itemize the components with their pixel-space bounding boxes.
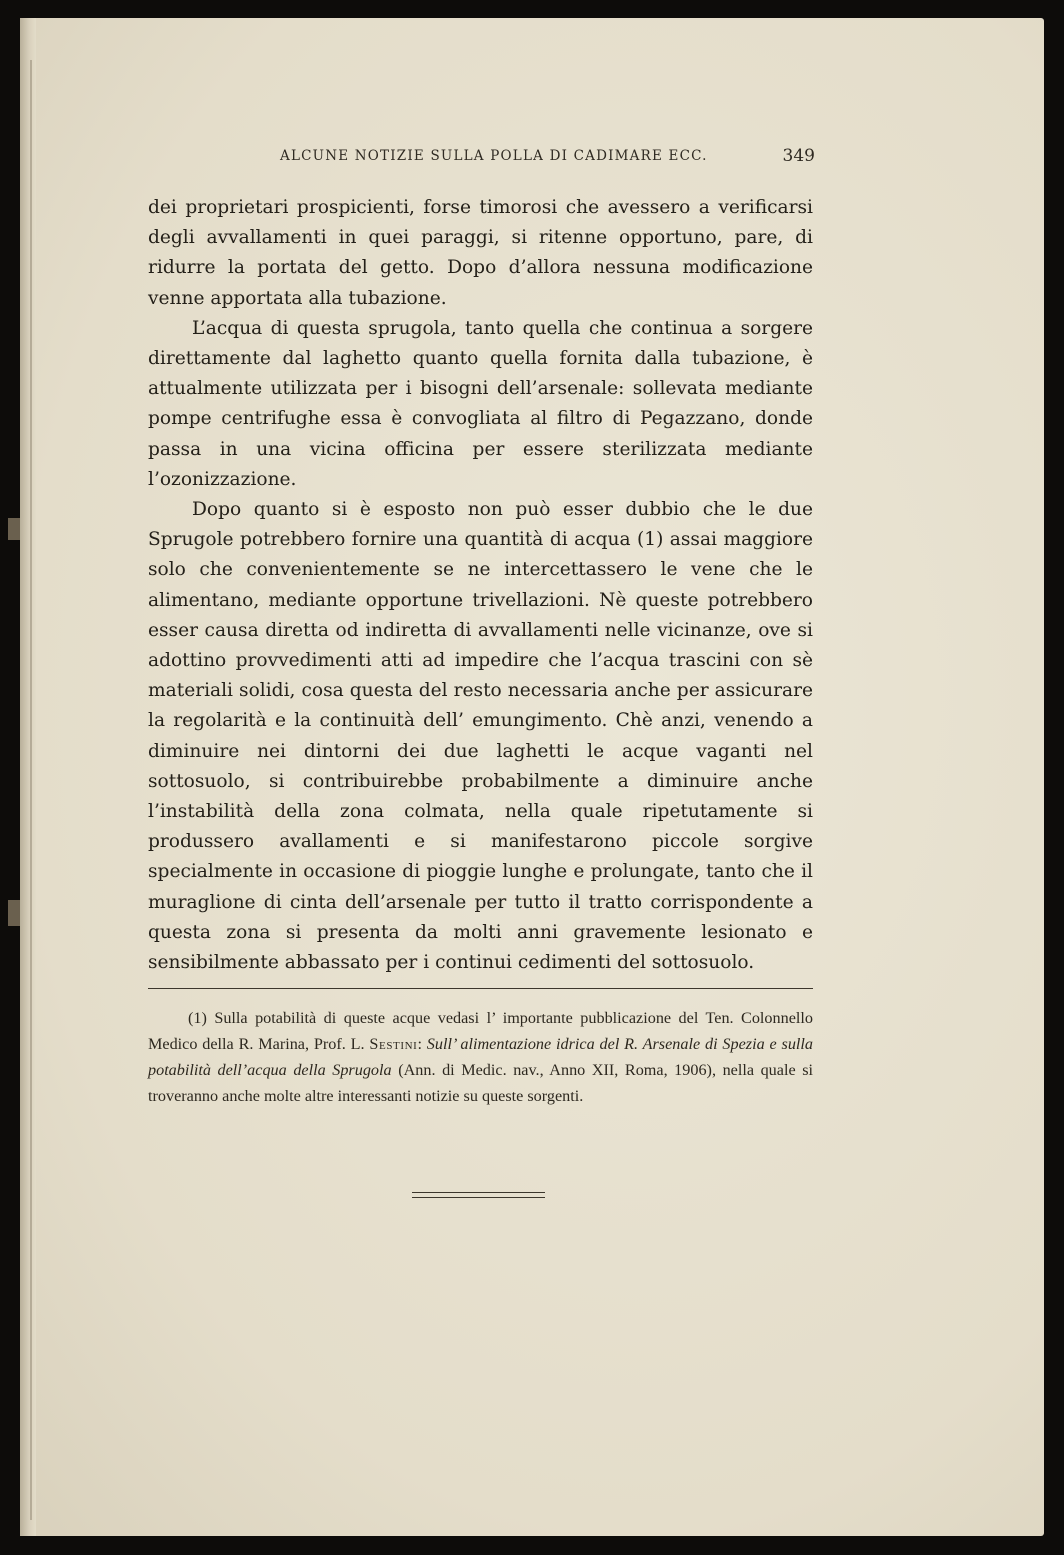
left-edge-mark <box>8 900 20 926</box>
footnote-title: Sull’ alimentazione idrica del R. Arsenale di Spezia e sulla potabilità dell’acqua della Sprugola <box>148 1035 814 1079</box>
body-text <box>148 193 813 978</box>
running-title: ALCUNE NOTIZIE SULLA POLLA DI CADIMARE ECC. <box>280 148 708 164</box>
footnote-author: Sestini <box>369 1035 418 1053</box>
footnote-lead: (1) Sulla potabilità di queste acque vedasi l’ importante pubblicazione del Ten. Colonnello Medico della R. Marina, Prof. L. <box>148 1009 813 1053</box>
paragraph: dei proprietari prospicienti, forse timorosi che avessero a verificarsi degli avvallamenti in quei paraggi, si ritenne opportuno, pare, di ridurre la portata del getto. Dopo d’allora nessuna modificazione venne apportata alla tubazione. <box>148 197 813 309</box>
left-edge-mark <box>8 518 20 540</box>
footnote <box>148 1005 813 1109</box>
running-header <box>150 146 815 170</box>
binding-spine <box>20 18 36 1536</box>
footnote-separator <box>148 988 813 989</box>
end-ornament-rule <box>412 1192 545 1198</box>
page-number: 349 <box>782 146 815 166</box>
paragraph: Dopo quanto si è esposto non può esser dubbio che le due Sprugole potrebbero fornire una quantità di acqua (1) assai maggiore solo che convenientemente se ne intercettassero le vene che le alimentano, mediante opportune trivellazioni. Nè queste potrebbero esser causa diretta od indiretta di avvallamenti nelle vicinanze, ove si adottino provvedimenti atti ad impedire che l’acqua trascini con sè materiali solidi, cosa questa del resto necessaria anche per assicurare la regolarità e la continuità dell’ emungimento. Chè anzi, venendo a diminuire nei dintorni dei due laghetti le acque vaganti nel sottosuolo, si contribuirebbe probabilmente a diminuire anche l’instabilità della zona colmata, nella quale ripetutamente si produssero avallamenti e si manifestarono piccole sorgive specialmente in occasione di pioggie lunghe e prolungate, tanto che il muraglione di cinta dell’arsenale per tutto il tratto corrispondente a questa zona si presenta da molti anni gravemente lesionato e sensibilmente abbassato per i continui cedimenti del sottosuolo. <box>148 499 813 974</box>
spine-fold-line <box>30 60 32 1520</box>
footnote-colon: : <box>417 1035 422 1053</box>
paragraph: L’acqua di questa sprugola, tanto quella che continua a sorgere direttamente dal laghetto quanto quella fornita dalla tubazione, è attualmente utilizzata per i bisogni dell’arsenale: sollevata mediante pompe centrifughe essa è convogliata al filtro di Pegazzano, donde passa in una vicina officina per essere sterilizzata mediante l’ozonizzazione. <box>148 317 813 490</box>
footnote-tail: (Ann. di Medic. nav., Anno XII, Roma, 1906), nella quale si troveranno anche molte altre interessanti notizie su queste sorgenti. <box>148 1061 814 1105</box>
